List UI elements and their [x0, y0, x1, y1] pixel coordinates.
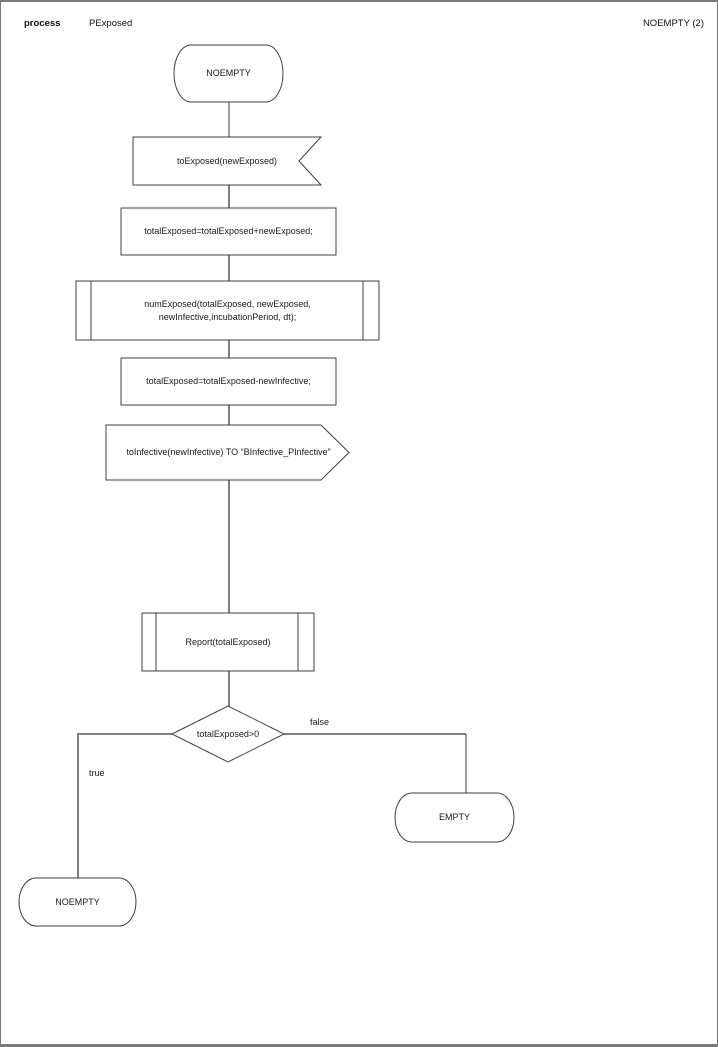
task-symbol-assign-sub[interactable] [121, 358, 336, 405]
state-symbol-noempty-start[interactable] [174, 45, 283, 102]
procedure-symbol-report[interactable] [142, 613, 314, 671]
noempty-state-label: NOEMPTY [55, 896, 100, 907]
output-symbol-toinfective[interactable] [106, 425, 349, 480]
numexposed-label-line2: newInfective,incubationPeriod, dt); [158, 311, 297, 322]
false-branch-label: false [310, 717, 330, 727]
assign-add-label: totalExposed=totalExposed+newExposed; [144, 226, 313, 236]
output-signal-label: toInfective(newInfective) TO “BInfective_PInfective” [126, 447, 331, 457]
state-symbol-empty[interactable] [395, 793, 514, 842]
input-signal-label: toExposed(newExposed) [176, 155, 278, 166]
process-name: PExposed [89, 18, 133, 29]
page-title: NOEMPTY (2) [642, 18, 704, 29]
task-symbol-assign-add[interactable] [121, 208, 336, 255]
process-kind-label: process [24, 18, 61, 29]
state-symbol-noempty-end[interactable] [19, 878, 136, 926]
empty-state-label: EMPTY [438, 812, 470, 822]
connector-true-branch [78, 734, 172, 878]
start-state-label: NOEMPTY [206, 68, 251, 78]
decision-symbol-totalexposed[interactable] [172, 706, 284, 762]
decision-label: totalExposed>0 [196, 728, 260, 739]
flowchart-canvas [1, 2, 717, 1044]
true-branch-label: true [89, 768, 105, 778]
procedure-symbol-numexposed[interactable] [76, 281, 379, 340]
numexposed-label-line1: numExposed(totalExposed, newExposed, [144, 298, 311, 309]
input-symbol-toexposed[interactable] [133, 137, 321, 185]
assign-sub-label: totalExposed=totalExposed-newInfective; [146, 376, 311, 386]
report-label: Report(totalExposed) [185, 636, 271, 647]
